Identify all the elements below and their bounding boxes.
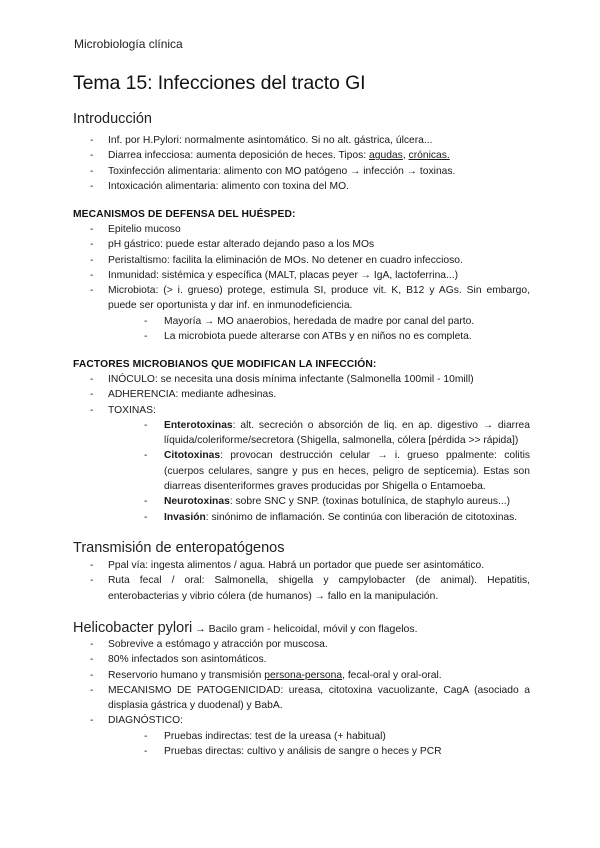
page-title: Tema 15: Infecciones del tracto GI [73, 72, 366, 94]
list-item: - DIAGNÓSTICO: - Pruebas indirectas: test de la ureasa (+ habitual) - Pruebas directas: cultivo y análisis de sangre o heces y PCR [90, 713, 530, 759]
list-item: - 80% infectados son asintomáticos. [90, 654, 267, 666]
sub-list-item: - Citotoxinas: provocan destrucción celular → i. grueso ppalmente: colitis (cuerpos celulares, sangre y pus en heces, peligro de septicemia). Estas son diarreas disenteriformes graves producidas por Shigella o Entamoeba. [144, 450, 530, 493]
sub-list-item: - Enterotoxinas: alt. secreción o absorción de liq. en ap. digestivo → diarrea líquida/coleriforme/secretora (Shigella, salmonella, cólera [pérdida >> rápida]) [144, 419, 530, 447]
list-item: - Diarrea infecciosa: aumenta deposición de heces. Tipos: agudas, crónicas. [90, 150, 450, 162]
intro-list [90, 133, 530, 194]
list-item: - pH gástrico: puede estar alterado dejando paso a los MOs [90, 239, 375, 251]
transmision-list [90, 558, 530, 604]
list-item: - Toxinfección alimentaria: alimento con MO patógeno → infección → toxinas. [90, 165, 456, 177]
section-heading-defensa: MECANISMOS DE DEFENSA DEL HUÉSPED: [73, 209, 296, 220]
list-item: - Microbiota: (> i. grueso) protege, estimula SI, produce vit. K, B12 y AGs. Sin embargo, puede ser oportunista y dar inf. en inmunodeficiencia. - Mayoría → MO anaerobios, heredada de madre por canal del parto. - La microbiota puede alterarse con ATBs y en niños no es completa. [90, 283, 530, 344]
list-item: - MECANISMO DE PATOGENICIDAD: ureasa, citotoxina vacuolizante, CagA (asociado a displasia gástrica y duodenal) y BabA. [90, 684, 530, 712]
section-heading-helicobacter: Helicobacter pylori → Bacilo gram - helicoidal, móvil y con flagelos. [73, 620, 418, 636]
microbiota-sublist [108, 314, 530, 345]
list-item: - Inf. por H.Pylori: normalmente asintomático. Si no alt. gástrica, úlcera... [90, 135, 433, 146]
page-header: Microbiología clínica [74, 37, 183, 51]
sub-list-item: - Pruebas indirectas: test de la ureasa (+ habitual) [144, 730, 386, 742]
sub-list-item: - Neurotoxinas: sobre SNC y SNP. (toxinas botulínica, de staphylo aureus...) [144, 496, 511, 508]
list-item: - INÓCULO: se necesita una dosis mínima infectante (Salmonella 100mil - 10mill) [90, 374, 474, 385]
sub-list-item: - Invasión: sinónimo de inflamación. Se continúa con liberación de citotoxinas. [144, 511, 518, 523]
list-item: - Peristaltismo: facilita la eliminación de MOs. No detener en cuadro infeccioso. [90, 254, 463, 266]
list-item: - TOXINAS: - Enterotoxinas: alt. secreción o absorción de liq. en ap. digestivo → diarrea líquida/coleriforme/secretora (Shigella, salmonella, cólera [pérdida >> rápida]) - Citotoxinas: provocan destrucción celular → i. grueso ppalmente: colitis (cuerpos celulares, sangre y pus en heces, peligro de septicemia). Estas son diarreas disenteriformes graves producidas por Shigella o Entamoeba. - Neurotoxinas: sobre SNC y SNP. (toxinas botulínica, de staphylo aureus...) - Invasión: sinónimo de inflamación. Se continúa con liberación de citotoxinas. [90, 403, 530, 525]
factores-list [90, 372, 530, 525]
list-item: - Inmunidad: sistémica y específica (MALT, placas peyer → IgA, lactoferrina...) [90, 269, 459, 281]
section-heading-intro: Introducción [73, 111, 152, 127]
sub-list-item: - Pruebas directas: cultivo y análisis de sangre o heces y PCR [144, 746, 442, 758]
sub-list-item: - Mayoría → MO anaerobios, heredada de madre por canal del parto. [144, 315, 475, 327]
defensa-list [90, 222, 530, 344]
section-heading-transmision: Transmisión de enteropatógenos [73, 540, 285, 556]
list-item: - Intoxicación alimentaria: alimento con toxina del MO. [90, 180, 349, 192]
list-item: - Ruta fecal / oral: Salmonella, shigella y campylobacter (de animal). Hepatitis, enterobacterias y vibrio cólera (de humanos) → fallo en la manipulación. [90, 575, 530, 602]
toxinas-sublist [108, 418, 530, 525]
list-item: - ADHERENCIA: mediante adhesinas. [90, 389, 277, 401]
diagnostico-sublist [108, 729, 530, 760]
helicobacter-list [90, 637, 530, 759]
list-item: - Sobrevive a estómago y atracción por muscosa. [90, 639, 328, 650]
sub-list-item: - La microbiota puede alterarse con ATBs y en niños no es completa. [144, 331, 472, 343]
list-item: - Reservorio humano y transmisión persona-persona, fecal-oral y oral-oral. [90, 669, 442, 681]
list-item: - Ppal vía: ingesta alimentos / agua. Habrá un portador que puede ser asintomático. [90, 560, 485, 571]
list-item: - Epitelio mucoso [90, 224, 181, 235]
section-heading-factores: FACTORES MICROBIANOS QUE MODIFICAN LA INFECCIÓN: [73, 359, 377, 370]
